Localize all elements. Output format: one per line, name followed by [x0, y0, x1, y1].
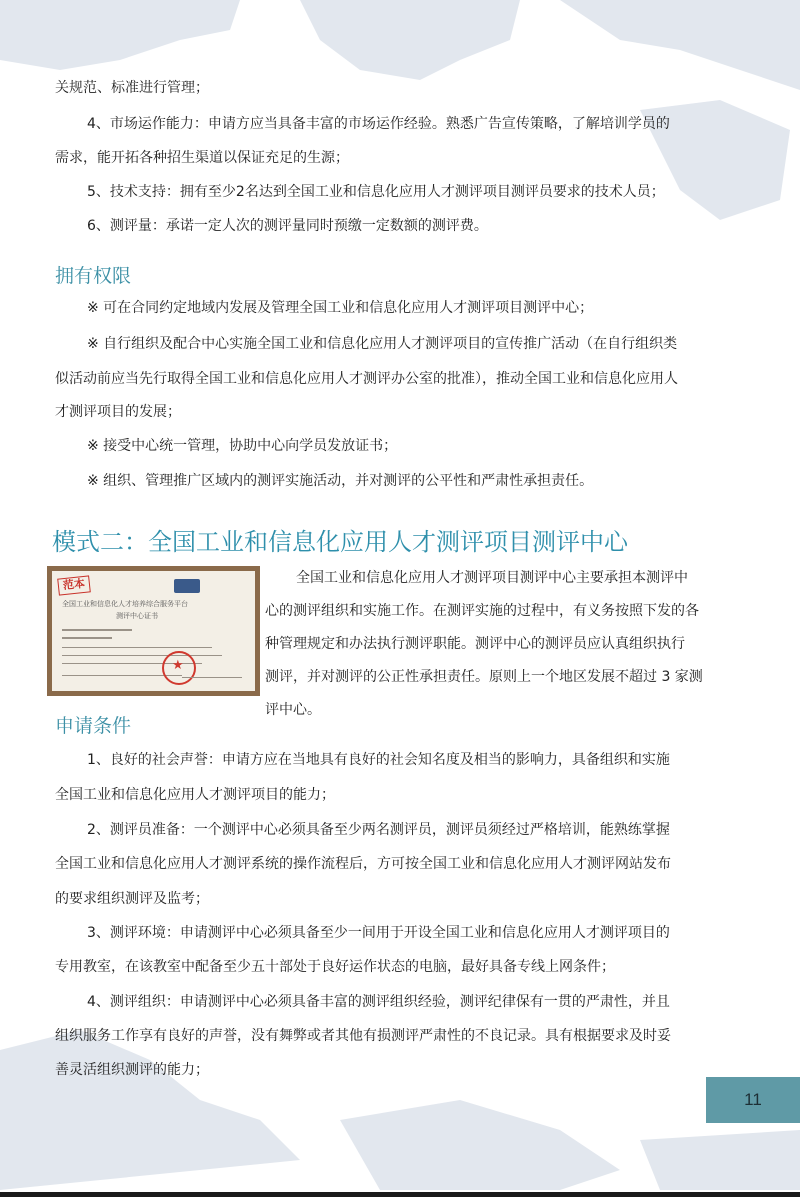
paragraph-line: 的要求组织测评及监考； — [55, 891, 209, 907]
market-ability-item: 4、市场运作能力：申请方应当具备丰富的市场运作经验。熟悉广告宣传策略，了解培训学员的 — [87, 116, 670, 132]
condition-item: 1、良好的社会声誉：申请方应在当地具有良好的社会知名度及相当的影响力，具备组织和实施 — [87, 752, 670, 768]
mode-two-intro-line: 心的测评组织和实施工作。在测评实施的过程中，有义务按照下发的各 — [265, 603, 699, 619]
rights-heading: 拥有权限 — [55, 265, 132, 287]
condition-item: 4、测评组织：申请测评中心必须具备丰富的测评组织经验，测评纪律保有一贯的严肃性，并且 — [87, 994, 670, 1010]
paragraph-line: 全国工业和信息化应用人才测评系统的操作流程后，方可按全国工业和信息化应用人才测评网站发布 — [55, 856, 671, 872]
paragraph-line: 善灵活组织测评的能力； — [55, 1062, 209, 1078]
assessment-volume-item: 6、测评量：承诺一定人次的测评量同时预缴一定数额的测评费。 — [87, 218, 488, 234]
sample-stamp: 范本 — [57, 575, 91, 595]
paragraph-line: 需求，能开拓各种招生渠道以保证充足的生源； — [55, 150, 349, 166]
mode-two-intro-line: 种管理规定和办法执行测评职能。测评中心的测评员应认真组织执行 — [265, 636, 685, 652]
paragraph-line: 专用教室，在该教室中配备至少五十部处于良好运作状态的电脑，最好具备专线上网条件； — [55, 959, 615, 975]
rights-item: ※ 接受中心统一管理，协助中心向学员发放证书； — [87, 438, 398, 454]
rights-item: ※ 组织、管理推广区域内的测评实施活动，并对测评的公平性和严肃性承担责任。 — [87, 473, 594, 489]
conditions-heading: 申请条件 — [55, 715, 132, 737]
paragraph-line: 关规范、标准进行管理； — [55, 80, 209, 96]
mode-two-intro-line: 全国工业和信息化应用人才测评项目测评中心主要承担本测评中 — [296, 570, 688, 586]
condition-item: 3、测评环境：申请测评中心必须具备至少一间用于开设全国工业和信息化应用人才测评项目的 — [87, 925, 670, 941]
mode-two-heading: 模式二：全国工业和信息化应用人才测评项目测评中心 — [52, 528, 628, 556]
certificate-title-line: 测评中心证书 — [116, 612, 158, 620]
paragraph-line: 才测评项目的发展； — [55, 404, 181, 420]
certificate-image — [47, 566, 260, 696]
certificate-logo — [174, 579, 200, 593]
page-number: 11 — [706, 1077, 800, 1123]
red-seal-icon — [162, 651, 196, 685]
rights-item: ※ 可在合同约定地域内发展及管理全国工业和信息化应用人才测评项目测评中心； — [87, 300, 594, 316]
bottom-rule — [0, 1192, 800, 1197]
certificate-org-line: 全国工业和信息化人才培养综合服务平台 — [62, 600, 188, 608]
paragraph-line: 全国工业和信息化应用人才测评项目的能力； — [55, 787, 335, 803]
paragraph-line: 似活动前应当先行取得全国工业和信息化应用人才测评办公室的批准），推动全国工业和信息化应用人 — [55, 371, 678, 387]
condition-item: 2、测评员准备：一个测评中心必须具备至少两名测评员，测评员须经过严格培训，能熟练掌握 — [87, 822, 670, 838]
tech-support-item: 5、技术支持：拥有至少2名达到全国工业和信息化应用人才测评项目测评员要求的技术人员； — [87, 184, 665, 200]
rights-item: ※ 自行组织及配合中心实施全国工业和信息化应用人才测评项目的宣传推广活动（在自行组织类 — [87, 336, 678, 352]
mode-two-intro-line: 评中心。 — [265, 702, 321, 718]
paragraph-line: 组织服务工作享有良好的声誉，没有舞弊或者其他有损测评严肃性的不良记录。具有根据要求及时妥 — [55, 1028, 671, 1044]
mode-two-intro-line: 测评，并对测评的公正性承担责任。原则上一个地区发展不超过 3 家测 — [265, 669, 703, 685]
